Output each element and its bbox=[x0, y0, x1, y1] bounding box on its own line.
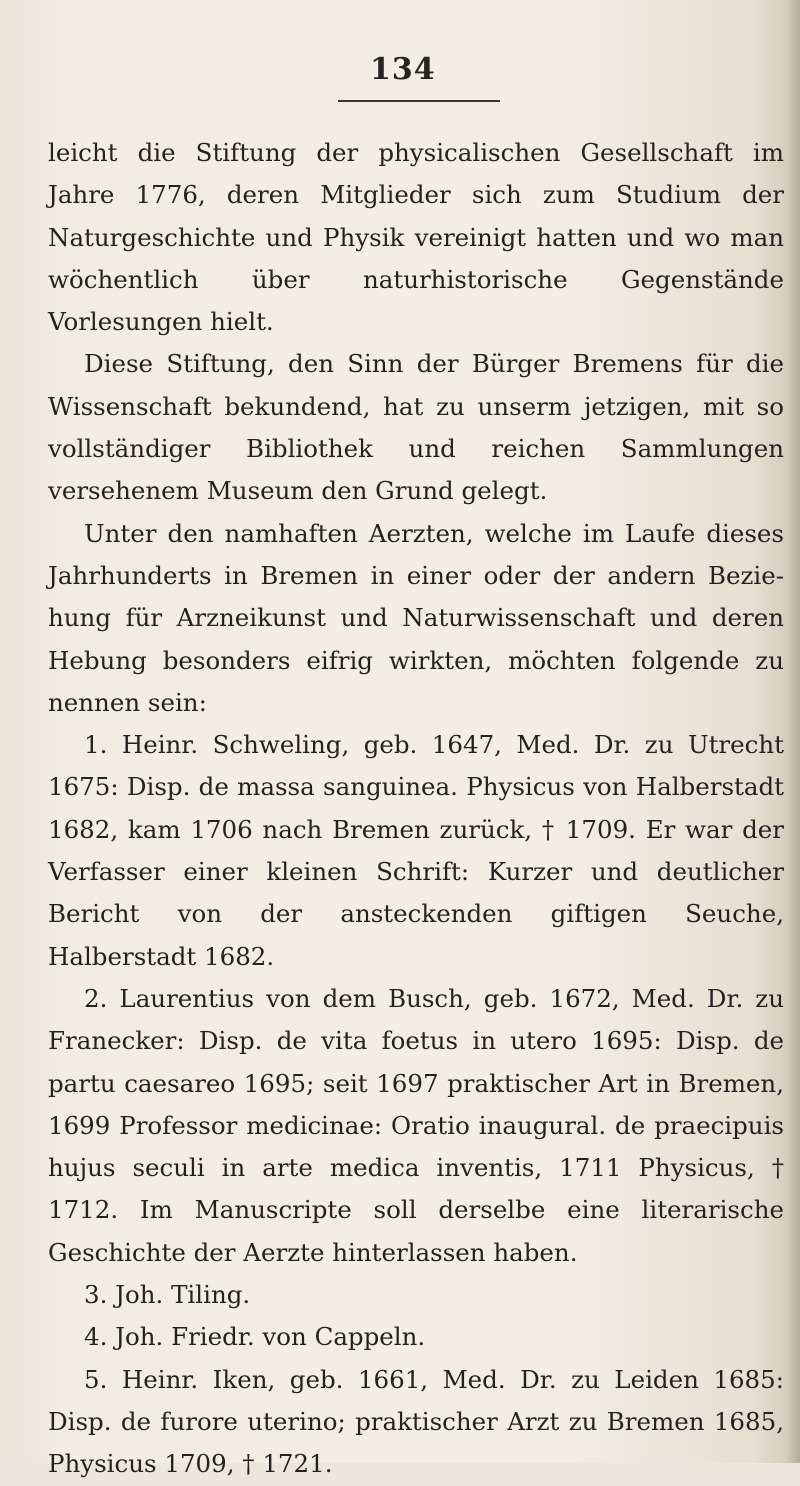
list-item-iken: 5. Heinr. Iken, geb. 1661, Med. Dr. zu Leiden 1685: Disp. de furore uterino; praktischer Arzt zu Bremen 1685, Physicus 1709, † 1721. bbox=[48, 1364, 784, 1479]
paragraph-stiftung: Diese Stiftung, den Sinn der Bürger Bremens für die Wissenschaft bekundend, hat zu unserm jetzigen, mit so vollständiger Bibliothek und reichen Sammlungen versehenem Museum den Grund gelegt. bbox=[48, 349, 784, 506]
list-item-busch: 2. Laurentius von dem Busch, geb. 1672, Med. Dr. zu Franecker: Disp. de vita foetus in utero 1695: Disp. de partu caesareo 1695; seit 1697 praktischer Art in Bremen, 1699 Professor medicinae: Oratio inaugural. de praecipuis hujus seculi in arte medica inventis, 1711 Physicus, † 1712. Im Manuscripte soll derselbe eine literarische Geschichte der Aerzte hinterlassen haben. bbox=[48, 983, 784, 1267]
page-edge-shadow bbox=[786, 0, 800, 1463]
header-rule bbox=[338, 100, 500, 102]
page-number: 134 bbox=[370, 52, 436, 87]
paragraph-aerzte-intro: Unter den namhaften Aerzten, welche im Laufe dieses Jahrhunderts in Bremen in einer oder der andern Beziehung für Arzneikunst und Naturwissenschaft und deren Hebung besonders eifrig wirkten, möchten folgende zu nennen sein: bbox=[48, 518, 784, 717]
list-item-schweling: 1. Heinr. Schweling, geb. 1647, Med. Dr. zu Utrecht 1675: Disp. de massa sanguinea. Physicus von Halberstadt 1682, kam 1706 nach Bremen zurück, † 1709. Er war der Verfasser einer kleinen Schrift: Kurzer und deutlicher Bericht von der ansteckenden giftigen Seuche, Halberstadt 1682. bbox=[48, 730, 784, 971]
paragraph-continuation: leicht die Stiftung der physicalischen Gesellschaft im Jahre 1776, deren Mitglieder sich zum Studium der Naturgeschichte und Physik vereinigt hatten und wo man wöchentlich über naturhistorische Gegenstände Vorlesungen hielt. bbox=[48, 138, 784, 337]
list-item-tiling: 3. Joh. Tiling. bbox=[84, 1280, 251, 1310]
list-item-cappeln: 4. Joh. Friedr. von Cappeln. bbox=[84, 1322, 426, 1352]
body-text bbox=[48, 132, 784, 1486]
